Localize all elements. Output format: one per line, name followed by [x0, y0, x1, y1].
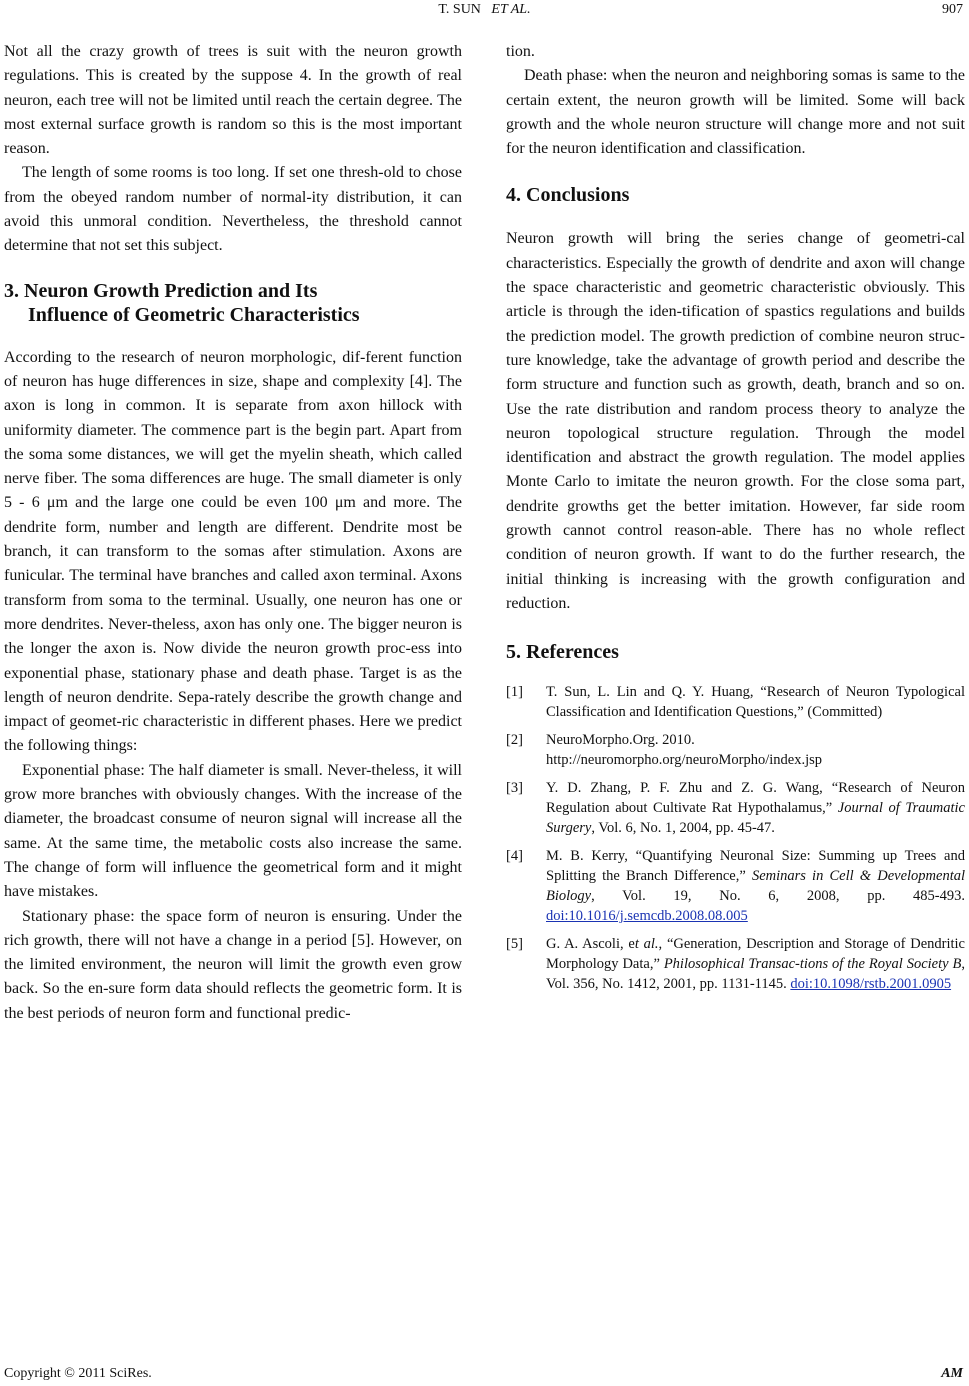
reference-text: G. A. Ascoli, e	[546, 936, 635, 953]
paragraph: Neuron growth will bring the series change of geometri-cal characteristics. Especially the growth of dendrite and axon will change the space characteristic and geometric characteristic obviously. This article is through the iden-tification of spastics regulations and builds the prediction model. The growth prediction of combine neuron struc-ture knowledge, take the advantage of growth period and describe the form structure and function such as growth, death, branch and so on. Use the rate distribution and random process theory to analyze the neuron topological structure regulation. Through the model identification and abstract the growth regulation. The model applies Monte Carlo to imitate the neuron growth. For the close soma part, dendrite growths get the better imitation. However, far side room growth cannot control reason-able. There has no whole reflect condition of neuron growth. If want to do the further research, the initial thinking is increasing with the growth configuration and reduction.	[506, 230, 965, 612]
reference-number: [4]	[506, 848, 523, 865]
copyright: Copyright © 2011 SciRes.	[4, 1366, 152, 1381]
left-column	[4, 40, 462, 1026]
reference-number: [2]	[506, 732, 523, 749]
paragraph: Stationary phase: the space form of neuron is ensuring. Under the rich growth, there will not have a change in a period [5]. However, on the limited environment, the neuron will limit the growth even grow back. So the en-sure form data should reflects the geometric form. It is the best periods of neuron form and functional predic-	[4, 907, 462, 1022]
reference-item	[506, 778, 965, 838]
section-heading-line: Influence of Geometric Characteristics	[28, 303, 360, 326]
section-heading-5: 5. References	[506, 641, 619, 664]
reference-et-al: t al.	[634, 936, 659, 953]
reference-list	[506, 682, 965, 994]
page-footer	[0, 1366, 969, 1384]
reference-item	[506, 846, 965, 926]
page-number: 907	[942, 2, 963, 17]
section-heading-4: 4. Conclusions	[506, 184, 630, 207]
header-et-al: ET AL.	[491, 2, 531, 17]
reference-text: , Vol. 19, No. 6, 2008, pp. 485-493.	[591, 888, 965, 905]
reference-text: Y. D. Zhang, P. F. Zhu and Z. G. Wang, “Research of Neuron Regulation about Cultivate Rat Hypothalamus,”	[546, 780, 965, 817]
reference-text: , “Generation, Description and Storage of Dendritic Morphology Data,”	[546, 936, 965, 973]
journal-abbrev: AM	[941, 1366, 963, 1381]
reference-item	[506, 730, 965, 770]
reference-journal: Journal of Traumatic Surgery	[546, 800, 965, 837]
reference-text: , Vol. 356, No. 1412, 2001, pp. 1131-1145.	[546, 956, 965, 993]
reference-number: [1]	[506, 684, 523, 701]
reference-text: NeuroMorpho.Org. 2010.	[546, 732, 695, 749]
paragraph: tion.	[506, 43, 535, 60]
reference-number: [5]	[506, 936, 523, 953]
section-heading-line: 3. Neuron Growth Prediction and Its	[4, 279, 318, 302]
reference-number: [3]	[506, 780, 523, 797]
reference-journal: Seminars in Cell & Developmental Biology	[546, 868, 966, 905]
paragraph: Exponential phase: The half diameter is small. Never-theless, it will grow more branches with obviously changes. With the increase of the diameter, the broadcast consume of neuron signal will increase all the same. At the same time, the metabolic costs also increase the same. The change of form will influence the geometrical form and it might have mistakes.	[4, 761, 462, 901]
doi-link[interactable]: doi:10.1098/rstb.2001.0905	[790, 976, 952, 993]
reference-item	[506, 682, 965, 722]
paragraph: According to the research of neuron morphologic, dif-ferent function of neuron has huge differences in size, shape and complexity [4]. The axon is long in common. It is separate from axon hillock with uniformity diameter. The commence part is the begin part. Apart from the soma some distances, we will get the myelin sheath, which called nerve fiber. The soma differences are huge. The small diameter is only 5 - 6 μm and the large one could be even 100 μm and more. The dendrite form, number and length are different. Dendrite most be branch, it can transform to the somas after stimulation. Axons are funicular. The terminal have branches and called axon terminal. Axons transform from soma to the terminal. Usually, one neuron has one or more dendrites. Never-theless, axon has only one. The bigger neuron is the longer the axon is. Now divide the neuron growth proc-ess into exponential phase, stationary phase and death phase. Target is as the length of neuron dendrite. Sepa-rately describe the growth change and impact of geomet-ric characteristic in different phases. Here we predict the following things:	[4, 348, 462, 755]
paragraph: Death phase: when the neuron and neighboring somas is same to the certain extent, the neuron growth will be limited. Some will back growth and the whole neuron structure will change more and not suit for the neuron identification and classification.	[506, 67, 965, 158]
reference-text: T. Sun, L. Lin and Q. Y. Huang, “Research of Neuron Typological Classification and Identification Questions,” (Committed)	[546, 684, 965, 721]
section-heading-3	[4, 279, 462, 327]
reference-text: , Vol. 6, No. 1, 2004, pp. 45-47.	[591, 820, 775, 837]
reference-url: http://neuromorpho.org/neuroMorpho/index.jsp	[546, 752, 823, 769]
running-header	[0, 2, 969, 22]
paragraph: Not all the crazy growth of trees is suit with the neuron growth regulations. This is created by the suppose 4. In the growth of real neuron, each tree will not be limited until reach the certain degree. The most external surface growth is random so this is the most important reason.	[4, 43, 462, 158]
running-title	[0, 2, 969, 18]
reference-journal: Philosophical Transac-tions of the Royal Society B	[663, 956, 962, 973]
doi-link[interactable]: doi:10.1016/j.semcdb.2008.08.005	[546, 908, 748, 925]
right-column	[506, 40, 965, 994]
paragraph: The length of some rooms is too long. If set one thresh-old to chose from the obeyed random number of normal-ity distribution, it can avoid this unmoral condition. Nevertheless, the threshold cannot determine that not set this subject.	[4, 164, 462, 255]
reference-item	[506, 934, 965, 994]
header-author: T. SUN	[438, 2, 481, 17]
reference-text: M. B. Kerry, “Quantifying Neuronal Size: Summing up Trees and Splitting the Branch Difference,”	[546, 848, 965, 885]
